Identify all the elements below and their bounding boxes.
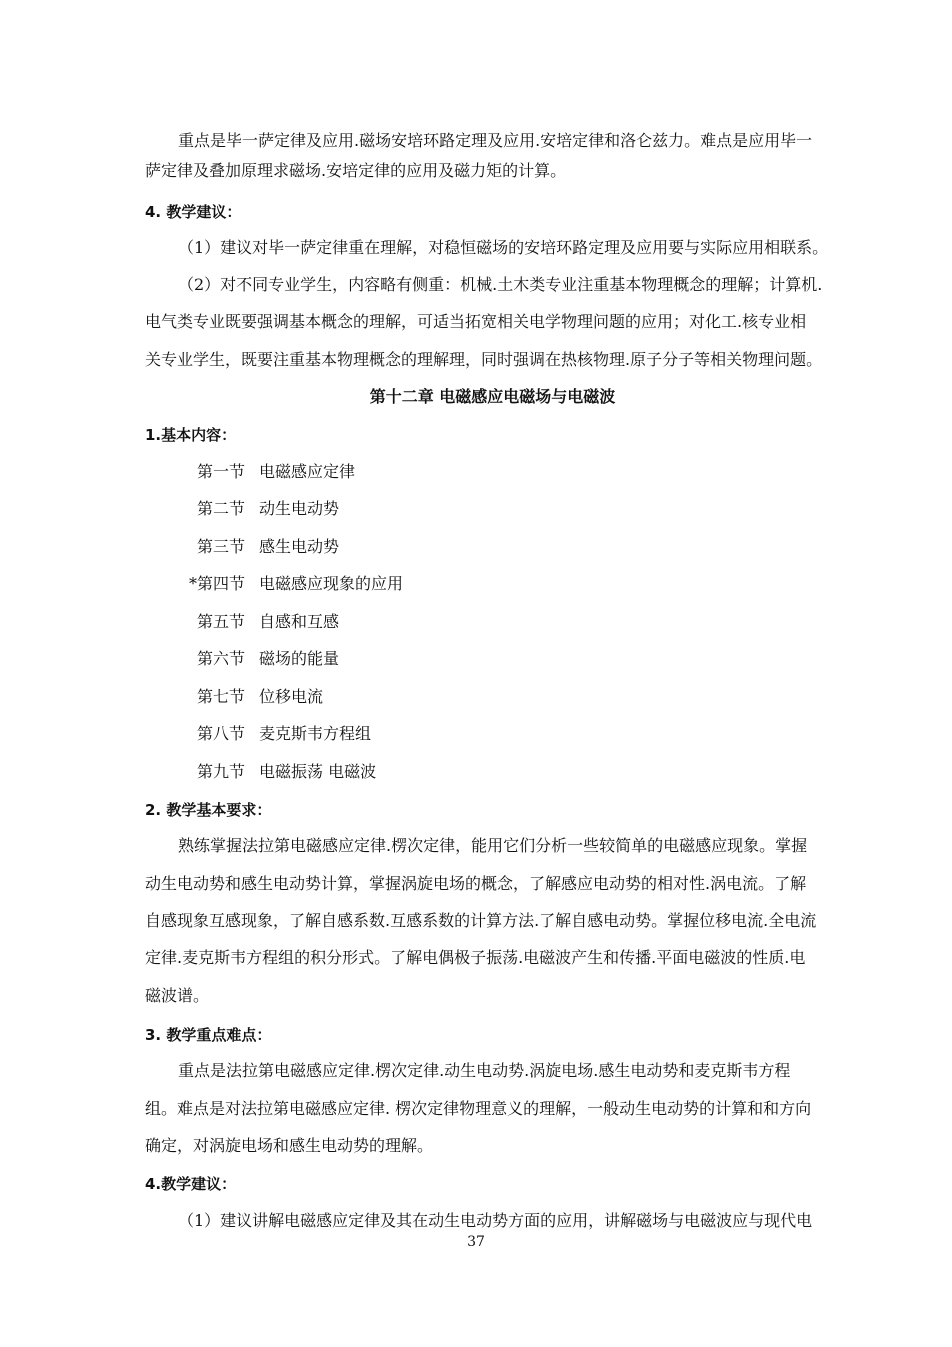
section-heading: 3. 教学重点难点：	[145, 1026, 272, 1044]
toc-row: 第一节 电磁感应定律	[196, 462, 356, 481]
toc-row: 第二节 动生电动势	[196, 499, 340, 518]
section-heading: 4. 教学建议：	[145, 203, 242, 221]
toc-row: 第八节 麦克斯韦方程组	[196, 724, 372, 743]
toc-row: 第七节 位移电流	[196, 687, 324, 706]
toc-row: 第九节 电磁振荡 电磁波	[196, 762, 377, 781]
paragraph-line: 动生电动势和感生电动势计算，掌握涡旋电场的概念，了解感应电动势的相对性.涡电流。了解	[145, 874, 807, 893]
paragraph-line: 确定，对涡旋电场和感生电动势的理解。	[145, 1136, 434, 1155]
toc-row: *第四节 电磁感应现象的应用	[188, 574, 404, 593]
paragraph-line: 电气类专业既要强调基本概念的理解，可适当拓宽相关电学物理问题的应用；对化工.核专业相	[145, 312, 807, 331]
section-heading: 4.教学建议：	[145, 1175, 237, 1193]
section-heading: 1.基本内容：	[145, 426, 237, 444]
toc-row: 第三节 感生电动势	[196, 537, 340, 556]
paragraph-line: 定律.麦克斯韦方程组的积分形式。了解电偶极子振荡.电磁波产生和传播.平面电磁波的性质.电	[145, 948, 806, 967]
paragraph-line: 磁波谱。	[145, 986, 210, 1005]
paragraph-line: （2）对不同专业学生，内容略有侧重：机械.土木类专业注重基本物理概念的理解；计算机.	[178, 275, 823, 294]
chapter-title: 第十二章 电磁感应电磁场与电磁波	[369, 387, 616, 406]
paragraph-line: 组。难点是对法拉第电磁感应定律. 楞次定律物理意义的理解，一般动生电动势的计算和和方向	[145, 1099, 812, 1118]
toc-row: 第六节 磁场的能量	[196, 649, 340, 668]
paragraph-line: 自感现象互感现象，了解自感系数.互感系数的计算方法.了解自感电动势。掌握位移电流.全电流	[145, 911, 817, 930]
paragraph-line: 重点是毕一萨定律及应用.磁场安培环路定理及应用.安培定律和洛仑兹力。难点是应用毕一	[178, 131, 813, 150]
paragraph-line: （1）建议讲解电磁感应定律及其在动生电动势方面的应用，讲解磁场与电磁波应与现代电	[178, 1211, 813, 1230]
section-heading: 2. 教学基本要求：	[145, 801, 272, 819]
page-number: 37	[467, 1234, 485, 1250]
toc-row: 第五节 自感和互感	[196, 612, 340, 631]
paragraph-line: 萨定律及叠加原理求磁场.安培定律的应用及磁力矩的计算。	[145, 161, 567, 180]
paragraph-line: 关专业学生，既要注重基本物理概念的理解理，同时强调在热核物理.原子分子等相关物理问题。	[145, 350, 823, 369]
paragraph-line: 熟练掌握法拉第电磁感应定律.楞次定律，能用它们分析一些较简单的电磁感应现象。掌握	[178, 836, 808, 855]
paragraph-line: （1）建议对毕一萨定律重在理解，对稳恒磁场的安培环路定理及应用要与实际应用相联系。	[178, 238, 829, 257]
paragraph-line: 重点是法拉第电磁感应定律.楞次定律.动生电动势.涡旋电场.感生电动势和麦克斯韦方程	[178, 1061, 791, 1080]
